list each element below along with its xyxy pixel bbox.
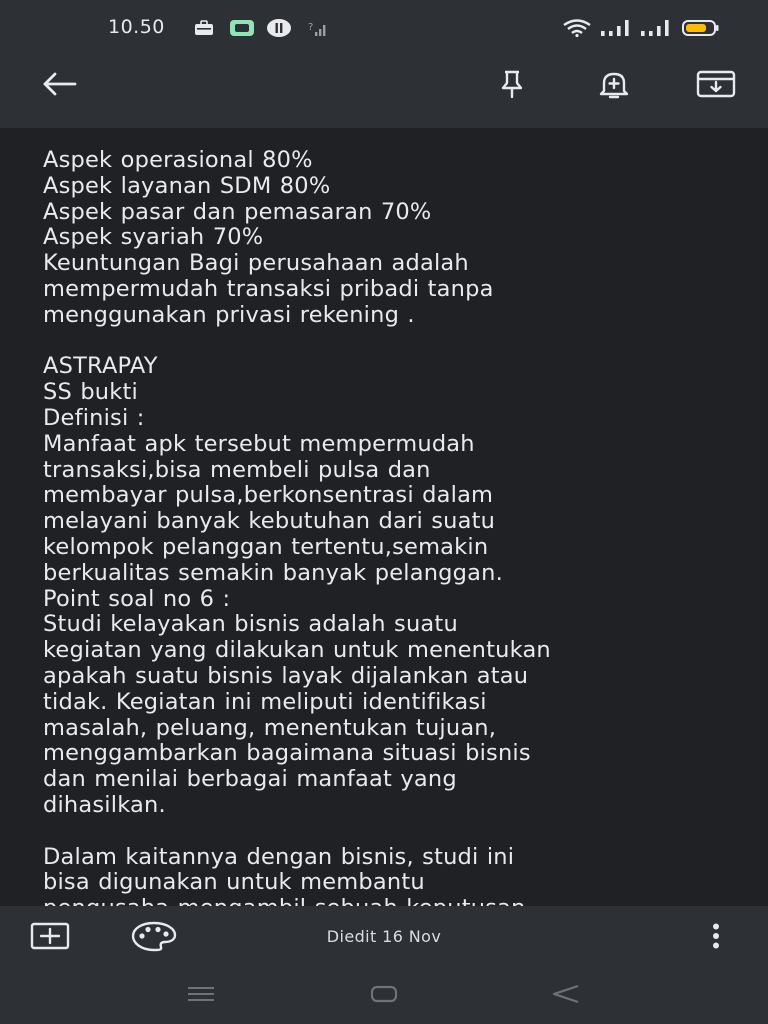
pin-button[interactable] xyxy=(488,62,536,110)
signal-icon xyxy=(640,19,672,41)
recents-button[interactable] xyxy=(177,980,225,1012)
no-signal-icon xyxy=(308,21,328,41)
note-body[interactable] xyxy=(0,128,768,906)
signal-icon xyxy=(600,19,632,41)
system-nav-bar xyxy=(0,968,768,1024)
wifi-icon xyxy=(562,19,592,41)
more-options-button[interactable] xyxy=(692,914,740,962)
recents-icon xyxy=(187,986,215,1006)
status-bar xyxy=(0,0,768,56)
nav-back-button[interactable] xyxy=(542,980,590,1012)
arrow-left-icon xyxy=(42,72,78,100)
home-icon xyxy=(370,985,398,1007)
status-time: 10.50 xyxy=(108,16,165,38)
message-icon xyxy=(229,19,255,41)
edited-timestamp: Diedit 16 Nov xyxy=(326,927,442,946)
more-vert-icon xyxy=(711,923,721,953)
app-bar xyxy=(0,56,768,128)
battery-icon xyxy=(682,20,720,40)
reminder-bell-icon xyxy=(596,68,632,104)
media-pause-icon xyxy=(266,18,292,42)
home-button[interactable] xyxy=(360,980,408,1012)
svg-text:?: ? xyxy=(308,22,314,33)
archive-icon xyxy=(696,70,736,102)
back-icon xyxy=(551,984,581,1008)
briefcase-icon xyxy=(194,20,214,40)
note-text[interactable]: Aspek operasional 80% Aspek layanan SDM 80% Aspek pasar dan pemasaran 70% Aspek syariah 70% Keuntungan Bagi perusahaan adalah mempermudah transaksi pribadi tanpa menggunakan privasi rekening . ASTRAPAY SS bukti Definisi : Manfaat apk tersebut mempermudah transaksi,bisa membeli pulsa dan membayar pulsa,berkonsentrasi dalam melayani banyak kebutuhan dari suatu kelompok pelanggan tertentu,semakin berkualitas semakin banyak pelanggan. Point soal no 6 : Studi kelayakan bisnis adalah suatu kegiatan yang dilakukan untuk menentukan apakah suatu bisnis layak dijalankan atau tidak. Kegiatan ini meliputi identifikasi masalah, peluang, menentukan tujuan, menggambarkan bagaimana situasi bisnis dan menilai berbagai manfaat yang dihasilkan. Dalam kaitannya dengan bisnis, studi ini bisa digunakan untuk membantu xyxy=(43,147,551,896)
pin-icon xyxy=(496,68,528,104)
back-button[interactable] xyxy=(36,62,84,110)
archive-button[interactable] xyxy=(692,62,740,110)
reminder-button[interactable] xyxy=(590,62,638,110)
bottom-bar xyxy=(0,906,768,968)
